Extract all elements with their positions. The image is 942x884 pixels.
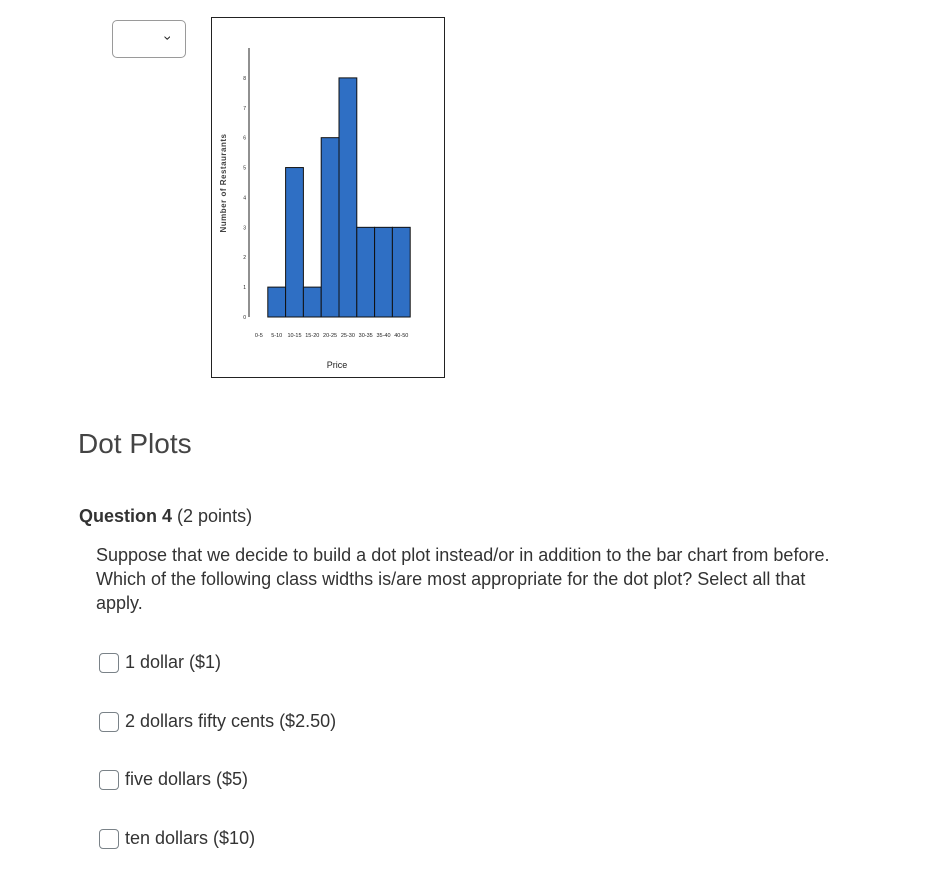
option-label: 1 dollar ($1): [125, 652, 222, 672]
option-4[interactable]: [99, 828, 255, 849]
x-tick-label: 5-10: [271, 333, 283, 339]
bar-chart: [212, 18, 446, 379]
bar: [375, 227, 393, 317]
x-tick-label: 35-40: [376, 333, 391, 339]
bar: [392, 227, 410, 317]
option-checkbox[interactable]: [99, 829, 119, 849]
y-tick-label: 4: [243, 195, 246, 202]
question-label: Question 4: [79, 506, 173, 526]
bar: [286, 168, 304, 317]
option-label: ten dollars ($10): [125, 828, 256, 848]
y-tick-label: 6: [243, 135, 246, 142]
option-2[interactable]: [99, 711, 336, 732]
y-tick-label: 8: [243, 75, 246, 82]
bar: [303, 287, 321, 317]
bar: [339, 78, 357, 317]
option-label: 2 dollars fifty cents ($2.50): [125, 711, 337, 731]
question-text: Suppose that we decide to build a dot plot instead/or in addition to the bar chart from before. Which of the following class widths is/are most appropriate for the dot plot? Select all that apply.: [96, 545, 830, 613]
x-tick-label: 10-15: [287, 333, 302, 339]
y-tick-label: 2: [243, 255, 246, 262]
chevron-down-icon: ›: [160, 35, 177, 41]
x-tick-label: 30-35: [358, 333, 373, 339]
answer-dropdown[interactable]: [112, 20, 186, 58]
x-tick-label: 25-30: [340, 333, 355, 339]
y-tick-label: 5: [243, 165, 246, 172]
x-tick-label: 40-50: [394, 333, 409, 339]
bar: [268, 287, 286, 317]
question-points: (2 points): [177, 506, 253, 526]
bar-chart-figure: [211, 17, 445, 378]
x-tick-label: 20-25: [323, 333, 338, 339]
bar: [321, 138, 339, 317]
x-tick-label: 0-5: [254, 333, 263, 339]
y-tick-label: 7: [243, 105, 246, 112]
option-3[interactable]: [99, 769, 248, 790]
y-tick-label: 1: [243, 285, 246, 292]
y-tick-label: 0: [243, 315, 246, 321]
x-axis-label: Price: [326, 360, 348, 370]
option-label: five dollars ($5): [125, 769, 249, 789]
option-checkbox[interactable]: [99, 770, 119, 790]
question-header: [79, 506, 252, 527]
option-checkbox[interactable]: [99, 712, 119, 732]
bar: [357, 227, 375, 317]
y-axis-label: Number of Restaurants: [219, 133, 228, 233]
option-checkbox[interactable]: [99, 653, 119, 673]
option-1[interactable]: [99, 652, 221, 673]
section-title: Dot Plots: [78, 428, 192, 459]
y-tick-label: 3: [243, 225, 246, 232]
x-tick-label: 15-20: [305, 333, 320, 339]
